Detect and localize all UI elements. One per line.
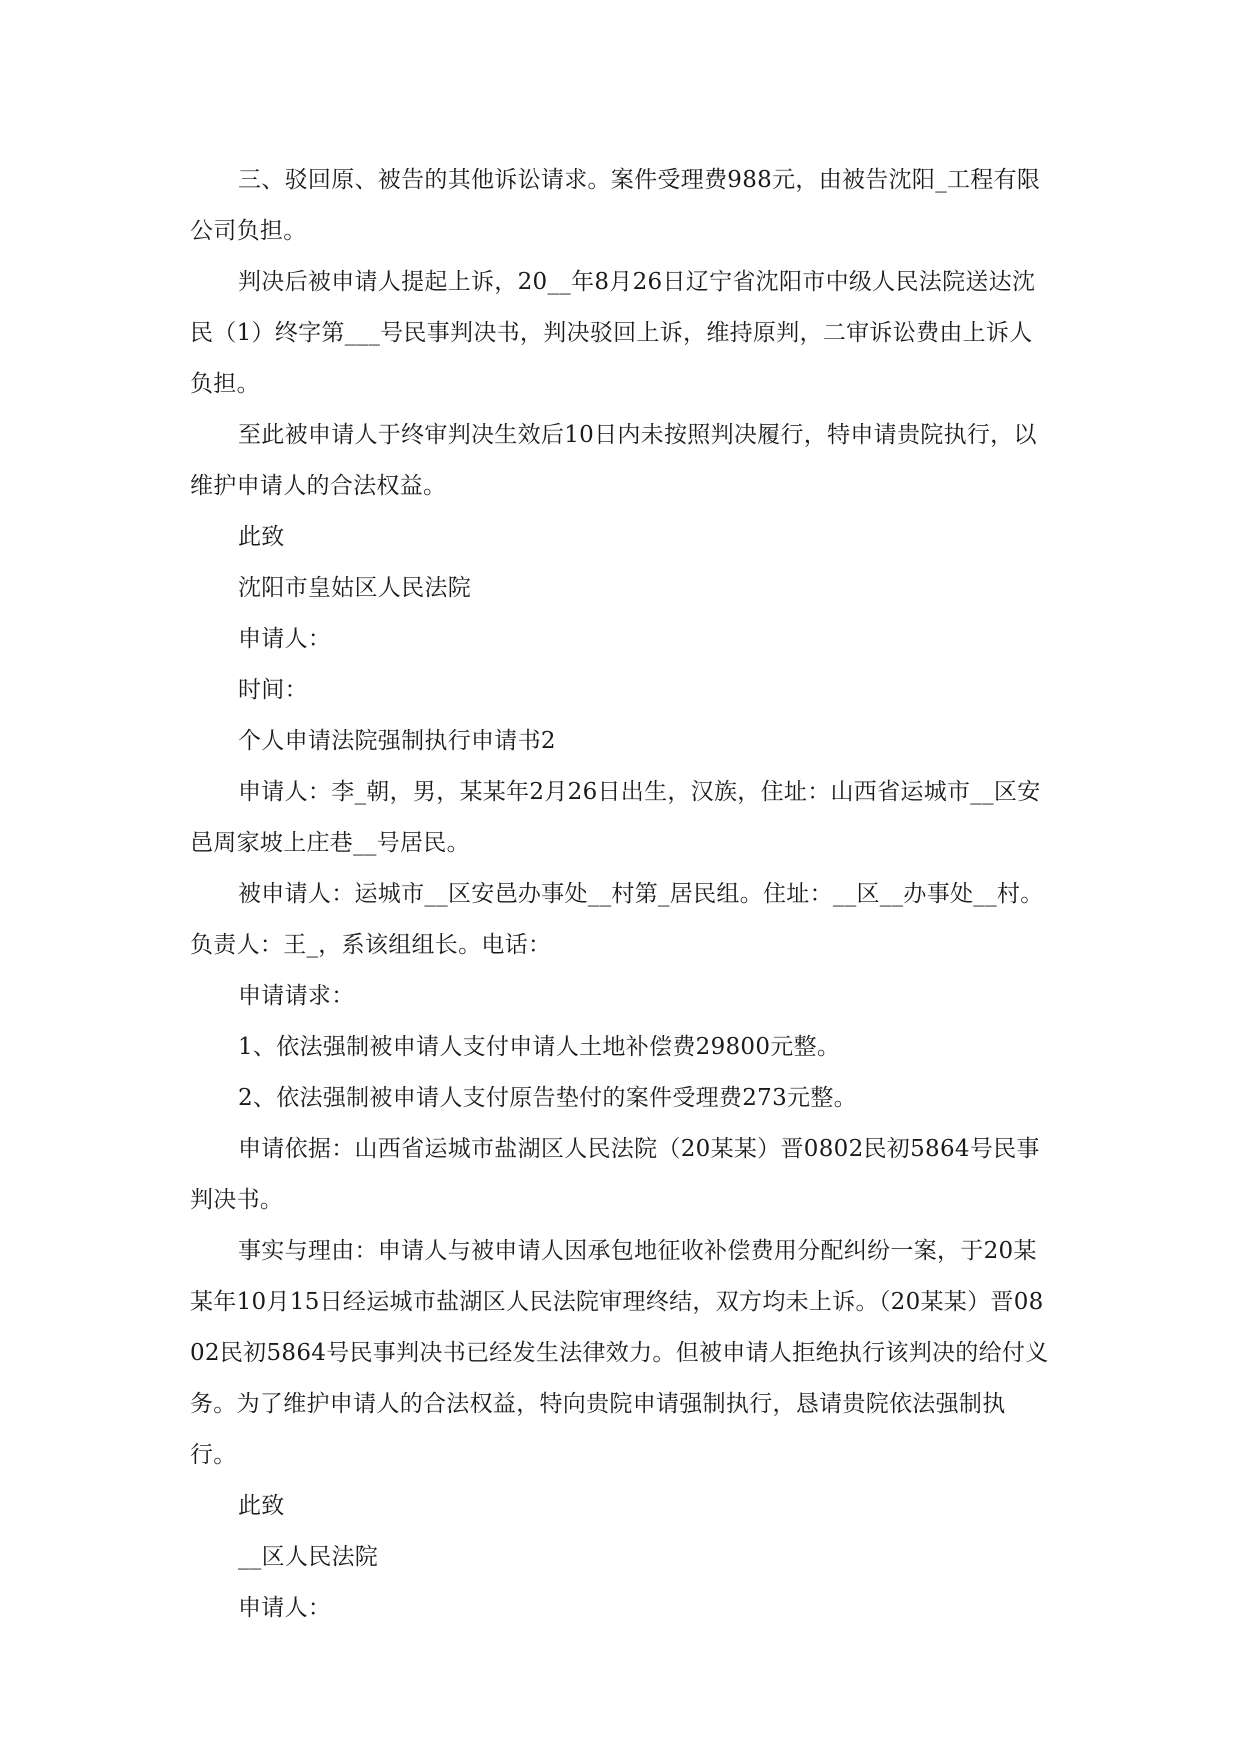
applicant-info: 申请人：李_朝，男，某某年2月26日出生，汉族，住址：山西省运城市__区安邑周家坡上庄巷__号居民。 [190,779,1041,856]
paragraph-execution-request: 至此被申请人于终审判决生效后10日内未按照判决履行，特申请贵院执行，以维护申请人的合法权益。 [190,422,1037,499]
request-item-2: 2、依法强制被申请人支付原告垫付的案件受理费273元整。 [238,1085,857,1111]
applicant-signature-label: 申请人： [238,626,332,652]
request-item-1: 1、依法强制被申请人支付申请人土地补偿费29800元整。 [238,1034,841,1060]
request-basis: 申请依据：山西省运城市盐湖区人民法院（20某某）晋0802民初5864号民事判决书。 [190,1136,1040,1213]
paragraph-appeal-result: 判决后被申请人提起上诉，20__年8月26日辽宁省沈阳市中级人民法院送达沈民（1）终字第___号民事判决书，判决驳回上诉，维持原判，二审诉讼费由上诉人负担。 [190,269,1036,397]
date-label: 时间： [238,677,308,703]
section-title: 个人申请法院强制执行申请书2 [238,728,556,754]
salutation-cizhi: 此致 [238,524,285,550]
respondent-info: 被申请人：运城市__区安邑办事处__村第_居民组。住址：__区__办事处__村。负责人：王_，系该组组长。电话： [190,881,1044,958]
court-name: 沈阳市皇姑区人民法院 [238,575,471,601]
request-heading: 申请请求： [238,983,355,1009]
applicant-signature-label-2: 申请人： [238,1595,332,1621]
salutation-cizhi-2: 此致 [238,1493,285,1519]
paragraph-judgment-item-3: 三、驳回原、被告的其他诉讼请求。案件受理费988元，由被告沈阳_工程有限公司负担。 [190,167,1041,244]
facts-and-reasons: 事实与理由：申请人与被申请人因承包地征收补偿费用分配纠纷一案，于20某某年10月15日经运城市盐湖区人民法院审理终结，双方均未上诉。（20某某）晋0802民初5864号民事判决书已经发生法律效力。但被申请人拒绝执行该判决的给付义务。为了维护申请人的合法权益，特向贵院申请强制执行，恳请贵院依法强制执行。 [190,1238,1049,1468]
court-name-2: __区人民法院 [238,1544,379,1570]
document-body [190,155,1050,1634]
